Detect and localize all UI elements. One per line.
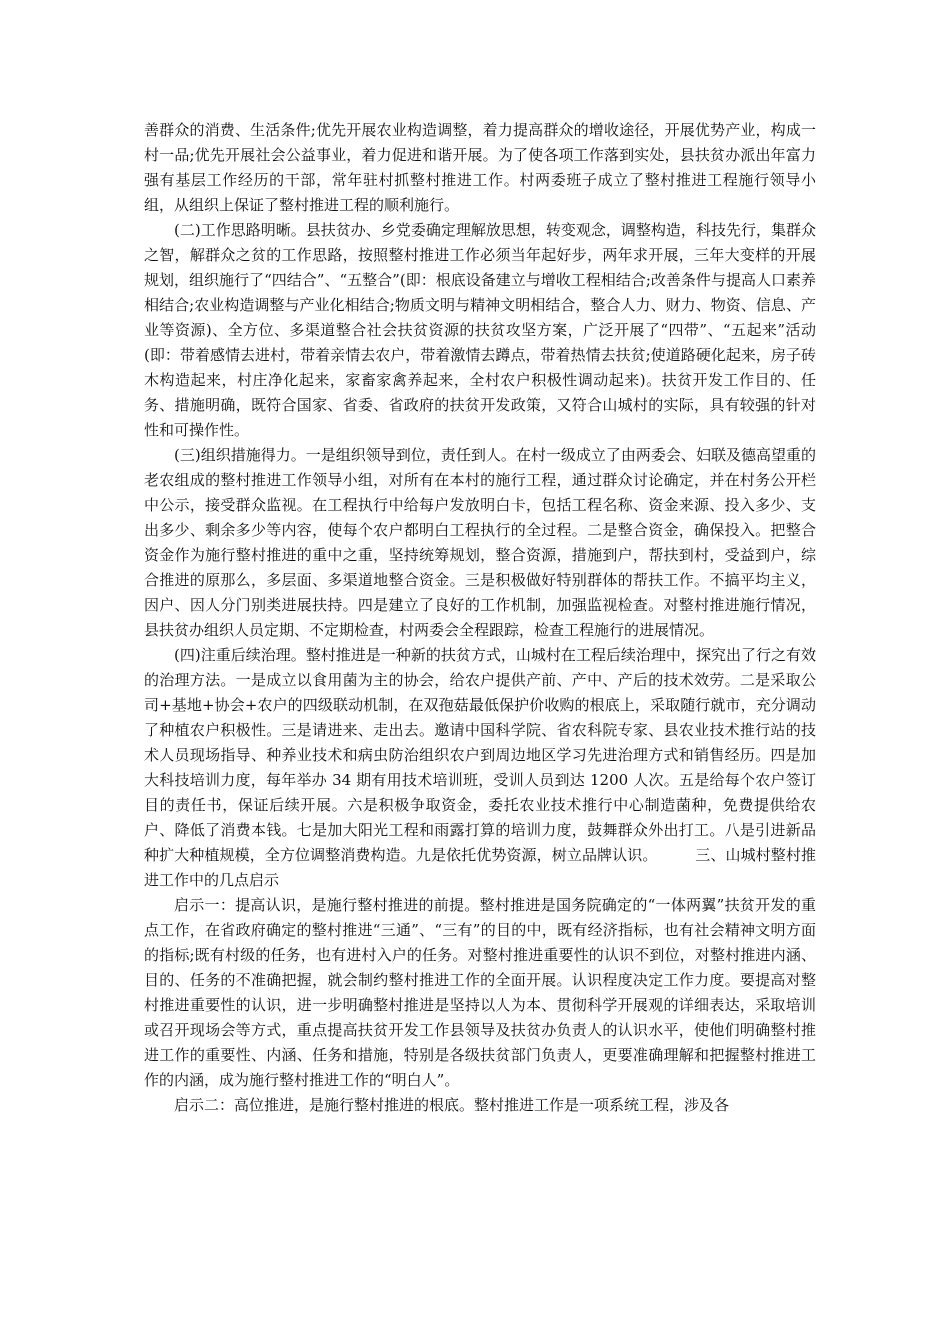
paragraph-work-approach: (二)工作思路明晰。县扶贫办、乡党委确定理解放思想，转变观念，调整构造，科技先行，集群众之智，解群众之贫的工作思路，按照整村推进工作必须当年起好步，两年求开展，三年大变样的开展规划，组织施行了“四结合”、“五整合”(即：根底设备建立与增收工程相结合;改善条件与提高人口素养相结合;农业构造调整与产业化相结合;物质文明与精神文明相结合，整合人力、财力、物资、信息、产业等资源)、全方位、多渠道整合社会扶贫资源的扶贫攻坚方案，广泛开展了“四带”、“五起来”活动(即：带着感情去进村，带着亲情去农户，带着激情去蹲点，带着热情去扶贫;使道路硬化起来，房子砖木构造起来，村庄净化起来，家畜家禽养起来，全村农户积极性调动起来)。扶贫开发工作目的、任务、措施明确，既符合国家、省委、省政府的扶贫开发政策，又符合山城村的实际，具有较强的针对性和可操作性。 xyxy=(144,221,816,439)
paragraph-insight-one: 启示一：提高认识，是施行整村推进的前提。整村推进是国务院确定的“一体两翼”扶贫开发的重点工作，在省政府确定的整村推进“三通”、“三有”的目的中，既有经济指标，也有社会精神文明方面的指标;既有村级的任务，也有进村入户的任务。对整村推进重要性的认识不到位，对整村推进内涵、目的、任务的不准确把握，就会制约整村推进工作的全面开展。认识程度决定工作力度。要提高对整村推进重要性的认识，进一步明确整村推进是坚持以人为本、贯彻科学开展观的详细表达，采取培训或召开现场会等方式，重点提高扶贫开发工作县领导及扶贫办负责人的认识水平，使他们明确整村推进工作的重要性、内涵、任务和措施，特别是各级扶贫部门负责人，更要准确理解和把握整村推进工作的内涵，成为施行整村推进工作的“明白人”。 xyxy=(144,896,816,1089)
paragraph-follow-up-management: (四)注重后续治理。整村推进是一种新的扶贫方式，山城村在工程后续治理中，探究出了行之有效的治理方法。一是成立以食用菌为主的协会，给农户提供产前、产中、产后的技术效劳。二是采取公司+基地+协会+农户的四级联动机制，在双孢菇最低保护价收购的根底上，采取随行就市，充分调动了种植农户积极性。三是请进来、走出去。邀请中国科学院、省农科院专家、县农业技术推行站的技术人员现场指导、种养业技术和病虫防治组织农户到周边地区学习先进治理方式和销售经历。四是加大科技培训力度，每年举办 34 期有用技术培训班，受训人员到达 1200 人次。五是给每个农户签订目的责任书，保证后续开展。六是积极争取资金，委托农业技术推行中心制造菌种，免费提供给农户、降低了消费本钱。七是加大阳光工程和雨露打算的培训力度，鼓舞群众外出打工。八是引进新品种扩大种植规模，全方位调整消费构造。九是依托优势资源，树立品牌认识。 三、山城村整村推进工作中的几点启示 xyxy=(144,646,816,889)
paragraph-insight-two: 启示二：高位推进，是施行整村推进的根底。整村推进工作是一项系统工程，涉及各 xyxy=(174,1096,730,1114)
document-body xyxy=(144,118,816,1118)
paragraph-organization-measures: (三)组织措施得力。一是组织领导到位，责任到人。在村一级成立了由两委会、妇联及德高望重的老农组成的整村推进工作领导小组，对所有在本村的施行工程，通过群众讨论确定，并在村务公开栏中公示，接受群众监视。在工程执行中给每户发放明白卡，包括工程名称、资金来源、投入多少、支出多少、剩余多少等内容，使每个农户都明白工程执行的全过程。二是整合资金，确保投入。把整合资金作为施行整村推进的重中之重，坚持统筹规划，整合资源，措施到户，帮扶到村，受益到户，综合推进的原那么，多层面、多渠道地整合资金。三是积极做好特别群体的帮扶工作。不搞平均主义，因户、因人分门别类进展扶持。四是建立了良好的工作机制，加强监视检查。对整村推进施行情况，县扶贫办组织人员定期、不定期检查，村两委会全程跟踪，检查工程施行的进展情况。 xyxy=(144,446,816,639)
paragraph-intro-continuation: 善群众的消费、生活条件;优先开展农业构造调整，着力提高群众的增收途径，开展优势产业，构成一村一品;优先开展社会公益事业，着力促进和谐开展。为了使各项工作落到实处，县扶贫办派出年富力强有基层工作经历的干部，常年驻村抓整村推进工作。村两委班子成立了整村推进工程施行领导小组，从组织上保证了整村推进工程的顺利施行。 xyxy=(144,121,816,214)
